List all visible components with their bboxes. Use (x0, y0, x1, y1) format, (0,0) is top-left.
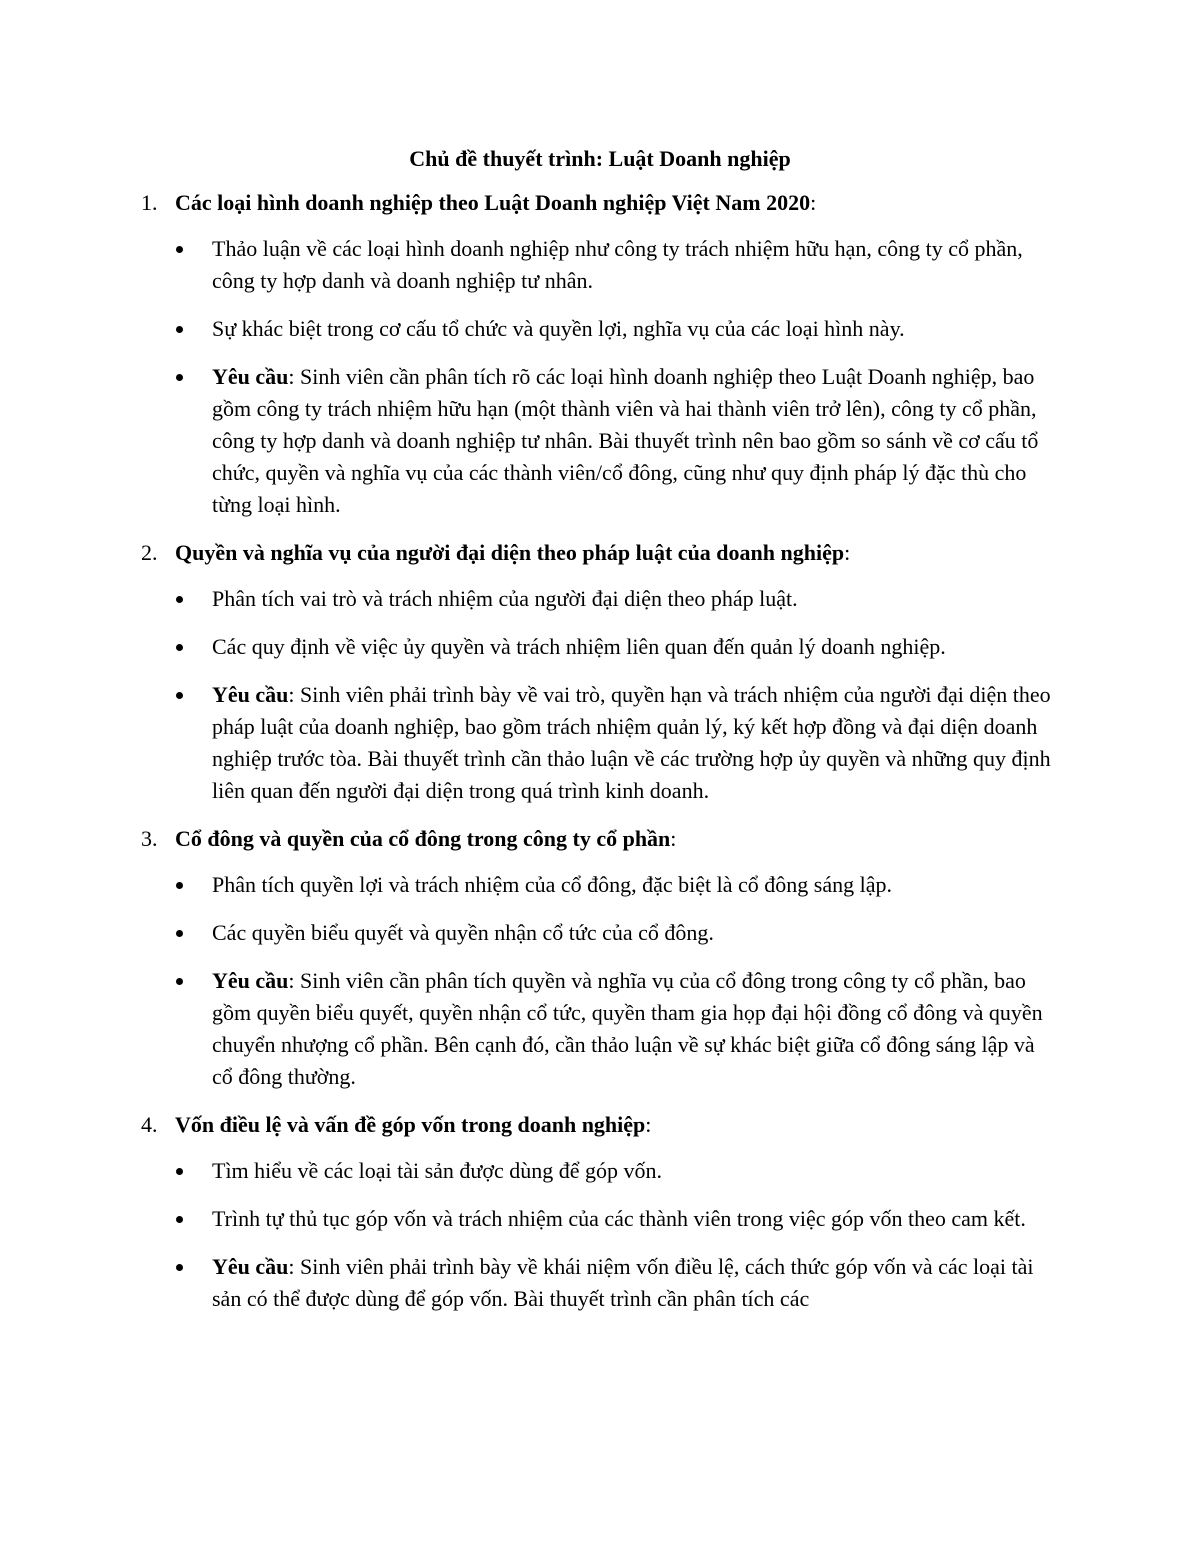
bullet-text: Sinh viên phải trình bày về khái niệm vốn điều lệ, cách thức góp vốn và các loại tài sản có thể được dùng để góp vốn. Bài thuyết trình cần phân tích các (212, 1254, 1034, 1311)
bullet-list (0, 1155, 1200, 1315)
requirement-label-colon: : (288, 968, 295, 993)
bullet-item (0, 679, 1060, 807)
section-title: Vốn điều lệ và vấn đề góp vốn trong doanh nghiệp (175, 1112, 646, 1137)
bullet-dot-icon (176, 1216, 183, 1223)
bullet-item (0, 917, 1060, 949)
bullet-item (0, 965, 1060, 1093)
requirement-label-colon: : (288, 682, 295, 707)
requirement-label: Yêu cầu (212, 968, 289, 993)
bullet-item (0, 233, 1060, 297)
bullet-text: Trình tự thủ tục góp vốn và trách nhiệm của các thành viên trong việc góp vốn theo cam kết. (212, 1206, 1026, 1231)
section-heading (0, 823, 1075, 855)
bullet-item (0, 1203, 1060, 1235)
section-1 (0, 187, 1200, 521)
requirement-label: Yêu cầu (212, 364, 289, 389)
requirement-label: Yêu cầu (212, 1254, 289, 1279)
bullet-text: Phân tích vai trò và trách nhiệm của người đại diện theo pháp luật. (212, 586, 798, 611)
bullet-item (0, 583, 1060, 615)
section-title: Quyền và nghĩa vụ của người đại diện theo pháp luật của doanh nghiệp (175, 540, 845, 565)
bullet-list (0, 869, 1200, 1093)
bullet-dot-icon (176, 644, 183, 651)
section-title: Cổ đông và quyền của cổ đông trong công ty cổ phần (175, 826, 671, 851)
section-title: Các loại hình doanh nghiệp theo Luật Doanh nghiệp Việt Nam 2020 (175, 190, 811, 215)
bullet-dot-icon (176, 978, 183, 985)
bullet-text: Sinh viên phải trình bày về vai trò, quyền hạn và trách nhiệm của người đại diện theo pháp luật của doanh nghiệp, bao gồm trách nhiệm quản lý, ký kết hợp đồng và đại diện doanh nghiệp trước tòa. Bài thuyết trình cần thảo luận về các trường hợp ủy quyền và những quy định liên quan đến người đại diện trong quá trình kinh doanh. (212, 682, 1051, 803)
bullet-dot-icon (176, 692, 183, 699)
bullet-text: Sự khác biệt trong cơ cấu tổ chức và quyền lợi, nghĩa vụ của các loại hình này. (212, 316, 905, 341)
bullet-text: Sinh viên cần phân tích quyền và nghĩa vụ của cổ đông trong công ty cổ phần, bao gồm quyền biểu quyết, quyền nhận cổ tức, quyền tham gia họp đại hội đồng cổ đông và quyền chuyển nhượng cổ phần. Bên cạnh đó, cần thảo luận về sự khác biệt giữa cổ đông sáng lập và cổ đông thường. (212, 968, 1043, 1089)
bullet-list (0, 233, 1200, 521)
bullet-text: Tìm hiểu về các loại tài sản được dùng để góp vốn. (212, 1158, 662, 1183)
bullet-text: Các quyền biểu quyết và quyền nhận cổ tức của cổ đông. (212, 920, 714, 945)
bullet-text: Thảo luận về các loại hình doanh nghiệp như công ty trách nhiệm hữu hạn, công ty cổ phần, công ty hợp danh và doanh nghiệp tư nhân. (212, 236, 1023, 293)
bullet-dot-icon (176, 326, 183, 333)
bullet-item (0, 631, 1060, 663)
section-title-colon: : (670, 826, 677, 851)
bullet-item (0, 1155, 1060, 1187)
section-heading (0, 187, 1075, 219)
bullet-dot-icon (176, 882, 183, 889)
section-number: 2. (141, 540, 158, 565)
section-heading (0, 537, 1075, 569)
bullet-dot-icon (176, 1264, 183, 1271)
bullet-item (0, 313, 1060, 345)
bullet-list (0, 583, 1200, 807)
section-title-colon: : (645, 1112, 652, 1137)
section-heading (0, 1109, 1075, 1141)
bullet-dot-icon (176, 374, 183, 381)
bullet-dot-icon (176, 1168, 183, 1175)
bullet-text: Phân tích quyền lợi và trách nhiệm của cổ đông, đặc biệt là cổ đông sáng lập. (212, 872, 892, 897)
section-number: 4. (141, 1112, 158, 1137)
bullet-text: Các quy định về việc ủy quyền và trách nhiệm liên quan đến quản lý doanh nghiệp. (212, 634, 946, 659)
bullet-dot-icon (176, 246, 183, 253)
requirement-label-colon: : (288, 1254, 295, 1279)
requirement-label: Yêu cầu (212, 682, 289, 707)
document-title: Chủ đề thuyết trình: Luật Doanh nghiệp (409, 146, 791, 171)
section-2 (0, 537, 1200, 807)
bullet-item (0, 1251, 1060, 1315)
section-list (0, 187, 1200, 1331)
bullet-text: Sinh viên cần phân tích rõ các loại hình doanh nghiệp theo Luật Doanh nghiệp, bao gồm công ty trách nhiệm hữu hạn (một thành viên và hai thành viên trở lên), công ty cổ phần, công ty hợp danh và doanh nghiệp tư nhân. Bài thuyết trình nên bao gồm so sánh về cơ cấu tổ chức, quyền và nghĩa vụ của các thành viên/cổ đông, cũng như quy định pháp lý đặc thù cho từng loại hình. (212, 364, 1039, 517)
bullet-dot-icon (176, 930, 183, 937)
section-title-colon: : (844, 540, 851, 565)
section-4 (0, 1109, 1200, 1315)
bullet-dot-icon (176, 596, 183, 603)
section-number: 1. (141, 190, 158, 215)
bullet-item (0, 869, 1060, 901)
section-title-colon: : (810, 190, 817, 215)
section-3 (0, 823, 1200, 1093)
section-number: 3. (141, 826, 158, 851)
bullet-item (0, 361, 1060, 521)
requirement-label-colon: : (288, 364, 295, 389)
